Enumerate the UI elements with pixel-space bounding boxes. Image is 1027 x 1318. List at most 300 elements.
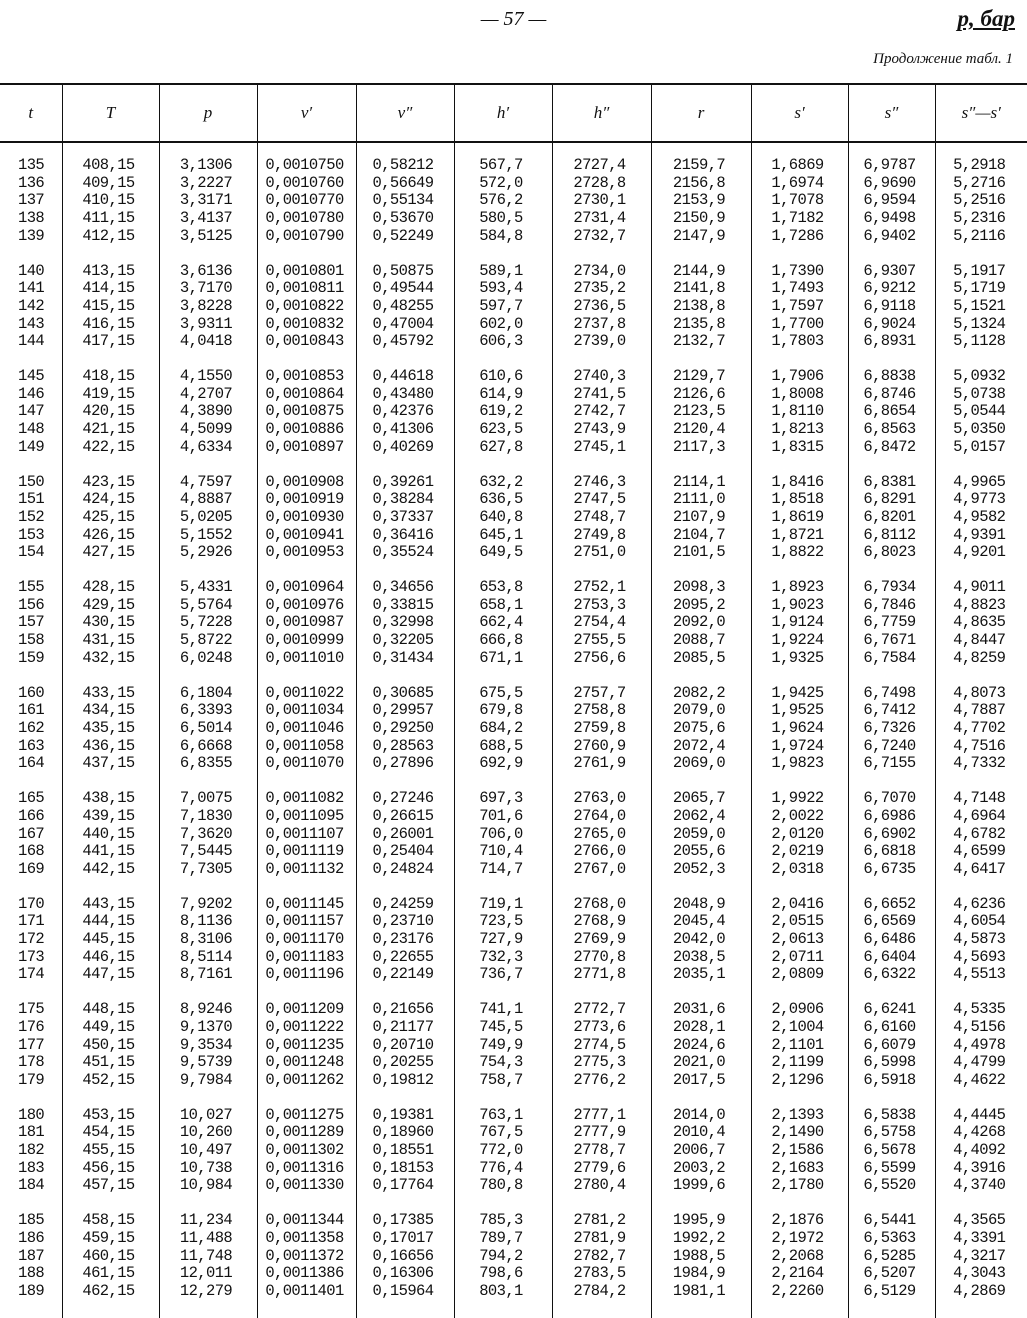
cell-value: 1,7803 xyxy=(771,332,824,351)
cell-value: 451,15 xyxy=(82,1053,135,1072)
cell-value: 2780,4 xyxy=(573,1176,626,1195)
cell-value: 409,15 xyxy=(82,173,135,192)
table-row-group xyxy=(0,1107,1027,1213)
table-cell xyxy=(257,368,356,474)
cell-value: 146 xyxy=(18,384,45,403)
cell-value: 436,15 xyxy=(82,736,135,755)
cell-value: 0,20255 xyxy=(372,1053,434,1072)
table-cell xyxy=(159,685,257,791)
cell-value: 723,5 xyxy=(479,912,523,931)
table-cell xyxy=(454,1001,552,1107)
table-cell xyxy=(62,368,159,474)
cell-value: 2,1296 xyxy=(771,1070,824,1089)
cell-value: 458,15 xyxy=(82,1211,135,1230)
table-header-row xyxy=(0,84,1027,142)
table-cell xyxy=(257,1107,356,1213)
cell-value: 567,7 xyxy=(479,156,523,174)
cell-value: 10,260 xyxy=(179,1123,233,1142)
table-spacer-row xyxy=(0,142,1027,157)
cell-value: 0,18551 xyxy=(372,1141,434,1160)
cell-value: 714,7 xyxy=(479,859,523,878)
table-cell xyxy=(454,263,552,369)
cell-value: 1,7078 xyxy=(771,191,824,210)
cell-value: 4,7887 xyxy=(953,701,1006,720)
table-cell xyxy=(848,474,935,580)
table-cell xyxy=(62,790,159,896)
column-header: h″ xyxy=(552,84,651,142)
cell-value: 0,0010843 xyxy=(265,332,344,351)
cell-value: 169 xyxy=(18,859,45,878)
cell-value: 4,6782 xyxy=(953,824,1006,843)
cell-value: 6,6902 xyxy=(863,824,916,843)
table-cell xyxy=(0,1107,62,1213)
cell-value: 1,9525 xyxy=(771,701,824,720)
table-cell xyxy=(0,263,62,369)
cell-value: 602,0 xyxy=(479,314,523,333)
cell-value: 1,8416 xyxy=(771,472,824,491)
cell-value: 6,8355 xyxy=(179,754,233,773)
cell-value: 2735,2 xyxy=(573,279,626,298)
cell-value: 166 xyxy=(18,806,45,825)
cell-value: 2769,9 xyxy=(573,930,626,949)
cell-value: 173 xyxy=(18,947,45,966)
cell-value: 2754,4 xyxy=(573,613,626,632)
cell-value: 2085,5 xyxy=(672,648,726,667)
cell-value: 10,497 xyxy=(179,1141,233,1160)
cell-value: 3,1306 xyxy=(179,156,233,174)
cell-value: 462,15 xyxy=(82,1281,135,1300)
table-cell xyxy=(159,790,257,896)
cell-value: 767,5 xyxy=(479,1123,523,1142)
table-cell xyxy=(159,263,257,369)
cell-value: 142 xyxy=(18,296,45,315)
cell-value: 0,47004 xyxy=(372,314,434,333)
cell-value: 4,7702 xyxy=(953,718,1006,737)
cell-value: 0,40269 xyxy=(372,437,434,456)
cell-value: 2042,0 xyxy=(672,930,726,949)
cell-value: 2028,1 xyxy=(672,1017,726,1036)
cell-value: 187 xyxy=(18,1246,45,1265)
cell-value: 679,8 xyxy=(479,701,523,720)
cell-value: 6,8112 xyxy=(863,525,916,544)
cell-value: 0,26615 xyxy=(372,806,434,825)
cell-value: 6,8654 xyxy=(863,402,916,421)
cell-value: 2783,5 xyxy=(573,1264,626,1283)
cell-value: 4,3217 xyxy=(953,1246,1006,1265)
cell-value: 6,6160 xyxy=(863,1017,916,1036)
cell-value: 692,9 xyxy=(479,754,523,773)
cell-value: 2773,6 xyxy=(573,1017,626,1036)
cell-value: 0,17764 xyxy=(372,1176,434,1195)
cell-value: 0,0010790 xyxy=(265,226,344,245)
cell-value: 576,2 xyxy=(479,191,523,210)
cell-value: 5,0738 xyxy=(953,384,1006,403)
cell-value: 2075,6 xyxy=(672,718,726,737)
cell-value: 5,0932 xyxy=(953,367,1006,386)
cell-value: 0,42376 xyxy=(372,402,434,421)
cell-value: 184 xyxy=(18,1176,45,1195)
cell-value: 179 xyxy=(18,1070,45,1089)
spacer-cell xyxy=(651,142,751,157)
cell-value: 158 xyxy=(18,631,45,650)
cell-value: 1,6869 xyxy=(771,156,824,174)
table-cell xyxy=(751,579,848,685)
cell-value: 2003,2 xyxy=(672,1158,726,1177)
table-cell xyxy=(751,157,848,263)
cell-value: 6,7412 xyxy=(863,701,916,720)
cell-value: 7,7305 xyxy=(179,859,233,878)
table-cell xyxy=(159,157,257,263)
cell-value: 5,0350 xyxy=(953,420,1006,439)
column-header: p xyxy=(159,84,257,142)
cell-value: 0,27896 xyxy=(372,754,434,773)
cell-value: 0,0011095 xyxy=(265,806,344,825)
cell-value: 2764,0 xyxy=(573,806,626,825)
cell-value: 4,4978 xyxy=(953,1035,1006,1054)
cell-value: 2751,0 xyxy=(573,543,626,562)
cell-value: 0,0010875 xyxy=(265,402,344,421)
column-header: h′ xyxy=(454,84,552,142)
cell-value: 0,18960 xyxy=(372,1123,434,1142)
cell-value: 6,9212 xyxy=(863,279,916,298)
cell-value: 1,9124 xyxy=(771,613,824,632)
cell-value: 0,19812 xyxy=(372,1070,434,1089)
cell-value: 5,2926 xyxy=(179,543,233,562)
cell-value: 5,2116 xyxy=(953,226,1006,245)
cell-value: 2123,5 xyxy=(672,402,726,421)
table-cell xyxy=(751,263,848,369)
cell-value: 2728,8 xyxy=(573,173,626,192)
cell-value: 449,15 xyxy=(82,1017,135,1036)
cell-value: 4,3890 xyxy=(179,402,233,421)
cell-value: 417,15 xyxy=(82,332,135,351)
cell-value: 0,0011070 xyxy=(265,754,344,773)
cell-value: 6,8931 xyxy=(863,332,916,351)
cell-value: 4,6417 xyxy=(953,859,1006,878)
table-cell xyxy=(356,896,454,1002)
cell-value: 2065,7 xyxy=(672,789,726,808)
cell-value: 427,15 xyxy=(82,543,135,562)
cell-value: 6,5285 xyxy=(863,1246,916,1265)
cell-value: 7,5445 xyxy=(179,842,233,861)
cell-value: 2129,7 xyxy=(672,367,726,386)
cell-value: 4,3391 xyxy=(953,1228,1006,1247)
table-cell xyxy=(935,1001,1027,1107)
cell-value: 2749,8 xyxy=(573,525,626,544)
cell-value: 181 xyxy=(18,1123,45,1142)
cell-value: 0,44618 xyxy=(372,367,434,386)
cell-value: 2763,0 xyxy=(573,789,626,808)
cell-value: 7,0075 xyxy=(179,789,233,808)
cell-value: 440,15 xyxy=(82,824,135,843)
cell-value: 0,0010760 xyxy=(265,173,344,192)
cell-value: 6,6668 xyxy=(179,736,233,755)
cell-value: 0,0011209 xyxy=(265,1000,344,1019)
cell-value: 1,8213 xyxy=(771,420,824,439)
cell-value: 4,9201 xyxy=(953,543,1006,562)
table-cell xyxy=(62,1212,159,1318)
cell-value: 632,2 xyxy=(479,472,523,491)
cell-value: 2,1004 xyxy=(771,1017,824,1036)
cell-value: 2755,5 xyxy=(573,631,626,650)
table-cell xyxy=(0,368,62,474)
cell-value: 2779,6 xyxy=(573,1158,626,1177)
cell-value: 0,0011010 xyxy=(265,648,344,667)
cell-value: 1995,9 xyxy=(672,1211,726,1230)
cell-value: 141 xyxy=(18,279,45,298)
cell-value: 2141,8 xyxy=(672,279,726,298)
cell-value: 453,15 xyxy=(82,1105,135,1124)
cell-value: 6,8472 xyxy=(863,437,916,456)
table-cell xyxy=(257,790,356,896)
table-cell xyxy=(62,474,159,580)
cell-value: 732,3 xyxy=(479,947,523,966)
spacer-cell xyxy=(356,142,454,157)
cell-value: 649,5 xyxy=(479,543,523,562)
table-cell xyxy=(935,579,1027,685)
table-cell xyxy=(651,263,751,369)
cell-value: 0,0010999 xyxy=(265,631,344,650)
cell-value: 789,7 xyxy=(479,1228,523,1247)
cell-value: 2045,4 xyxy=(672,912,726,931)
cell-value: 0,23710 xyxy=(372,912,434,931)
table-cell xyxy=(651,790,751,896)
cell-value: 0,0010770 xyxy=(265,191,344,210)
table-cell xyxy=(62,1001,159,1107)
cell-value: 2782,7 xyxy=(573,1246,626,1265)
cell-value: 1,9023 xyxy=(771,595,824,614)
cell-value: 0,0011058 xyxy=(265,736,344,755)
cell-value: 2,1683 xyxy=(771,1158,824,1177)
cell-value: 0,20710 xyxy=(372,1035,434,1054)
cell-value: 185 xyxy=(18,1211,45,1230)
table-cell xyxy=(0,474,62,580)
cell-value: 2768,9 xyxy=(573,912,626,931)
cell-value: 2031,6 xyxy=(672,1000,726,1019)
cell-value: 2745,1 xyxy=(573,437,626,456)
cell-value: 6,1804 xyxy=(179,683,233,702)
cell-value: 2079,0 xyxy=(672,701,726,720)
cell-value: 1,7390 xyxy=(771,261,824,280)
table-cell xyxy=(356,1001,454,1107)
cell-value: 6,7584 xyxy=(863,648,916,667)
cell-value: 439,15 xyxy=(82,806,135,825)
cell-value: 0,0011170 xyxy=(265,930,344,949)
cell-value: 6,7671 xyxy=(863,631,916,650)
cell-value: 419,15 xyxy=(82,384,135,403)
cell-value: 2,0613 xyxy=(771,930,824,949)
cell-value: 2038,5 xyxy=(672,947,726,966)
cell-value: 4,5513 xyxy=(953,965,1006,984)
cell-value: 0,58212 xyxy=(372,156,434,174)
table-cell xyxy=(454,896,552,1002)
cell-value: 0,21656 xyxy=(372,1000,434,1019)
cell-value: 4,1550 xyxy=(179,367,233,386)
cell-value: 4,9965 xyxy=(953,472,1006,491)
table-cell xyxy=(751,1212,848,1318)
cell-value: 4,6236 xyxy=(953,894,1006,913)
cell-value: 6,7155 xyxy=(863,754,916,773)
cell-value: 2095,2 xyxy=(672,595,726,614)
table-cell xyxy=(651,1107,751,1213)
cell-value: 6,6986 xyxy=(863,806,916,825)
cell-value: 0,0011235 xyxy=(265,1035,344,1054)
table-row-group xyxy=(0,896,1027,1002)
cell-value: 3,6136 xyxy=(179,261,233,280)
cell-value: 12,011 xyxy=(179,1264,233,1283)
cell-value: 1,7700 xyxy=(771,314,824,333)
cell-value: 0,0010801 xyxy=(265,261,344,280)
table-cell xyxy=(751,896,848,1002)
cell-value: 5,1324 xyxy=(953,314,1006,333)
cell-value: 0,24259 xyxy=(372,894,434,913)
cell-value: 0,0011275 xyxy=(265,1105,344,1124)
cell-value: 189 xyxy=(18,1281,45,1300)
cell-value: 4,3043 xyxy=(953,1264,1006,1283)
cell-value: 0,32998 xyxy=(372,613,434,632)
cell-value: 6,5014 xyxy=(179,718,233,737)
spacer-cell xyxy=(0,142,62,157)
cell-value: 4,8447 xyxy=(953,631,1006,650)
cell-value: 460,15 xyxy=(82,1246,135,1265)
cell-value: 144 xyxy=(18,332,45,351)
cell-value: 2,0318 xyxy=(771,859,824,878)
table-cell xyxy=(552,263,651,369)
cell-value: 1,9325 xyxy=(771,648,824,667)
cell-value: 719,1 xyxy=(479,894,523,913)
table-cell xyxy=(257,157,356,263)
cell-value: 0,24824 xyxy=(372,859,434,878)
cell-value: 0,0011132 xyxy=(265,859,344,878)
cell-value: 749,9 xyxy=(479,1035,523,1054)
cell-value: 0,0011386 xyxy=(265,1264,344,1283)
cell-value: 455,15 xyxy=(82,1141,135,1160)
cell-value: 0,16656 xyxy=(372,1246,434,1265)
cell-value: 0,39261 xyxy=(372,472,434,491)
table-cell xyxy=(62,685,159,791)
cell-value: 2740,3 xyxy=(573,367,626,386)
table-cell xyxy=(651,368,751,474)
cell-value: 153 xyxy=(18,525,45,544)
cell-value: 408,15 xyxy=(82,156,135,174)
cell-value: 428,15 xyxy=(82,578,135,597)
cell-value: 6,6652 xyxy=(863,894,916,913)
table-cell xyxy=(356,474,454,580)
cell-value: 675,5 xyxy=(479,683,523,702)
cell-value: 135 xyxy=(18,156,45,174)
cell-value: 188 xyxy=(18,1264,45,1283)
cell-value: 0,55134 xyxy=(372,191,434,210)
cell-value: 2,0219 xyxy=(771,842,824,861)
cell-value: 441,15 xyxy=(82,842,135,861)
cell-value: 2,1876 xyxy=(771,1211,824,1230)
cell-value: 177 xyxy=(18,1035,45,1054)
cell-value: 1984,9 xyxy=(672,1264,726,1283)
cell-value: 10,027 xyxy=(179,1105,233,1124)
cell-value: 2062,4 xyxy=(672,806,726,825)
cell-value: 176 xyxy=(18,1017,45,1036)
cell-value: 2777,9 xyxy=(573,1123,626,1142)
table-cell xyxy=(0,157,62,263)
cell-value: 461,15 xyxy=(82,1264,135,1283)
cell-value: 772,0 xyxy=(479,1141,523,1160)
cell-value: 5,4331 xyxy=(179,578,233,597)
table-row-group xyxy=(0,157,1027,263)
cell-value: 165 xyxy=(18,789,45,808)
table-row-group xyxy=(0,1001,1027,1107)
table-body xyxy=(0,142,1027,1318)
table-cell xyxy=(159,1107,257,1213)
cell-value: 11,748 xyxy=(179,1246,233,1265)
cell-value: 6,9307 xyxy=(863,261,916,280)
cell-value: 6,9690 xyxy=(863,173,916,192)
cell-value: 159 xyxy=(18,648,45,667)
cell-value: 6,8291 xyxy=(863,490,916,509)
cell-value: 4,9011 xyxy=(953,578,1006,597)
cell-value: 452,15 xyxy=(82,1070,135,1089)
cell-value: 411,15 xyxy=(82,209,135,228)
cell-value: 697,3 xyxy=(479,789,523,808)
section-label: p, бар xyxy=(957,6,1015,31)
table-cell xyxy=(454,474,552,580)
cell-value: 3,8228 xyxy=(179,296,233,315)
cell-value: 4,9391 xyxy=(953,525,1006,544)
cell-value: 2774,5 xyxy=(573,1035,626,1054)
cell-value: 4,8887 xyxy=(179,490,233,509)
cell-value: 2156,8 xyxy=(672,173,726,192)
cell-value: 776,4 xyxy=(479,1158,523,1177)
cell-value: 0,29250 xyxy=(372,718,434,737)
table-cell xyxy=(751,1107,848,1213)
cell-value: 2135,8 xyxy=(672,314,726,333)
cell-value: 0,18153 xyxy=(372,1158,434,1177)
cell-value: 2,0022 xyxy=(771,806,824,825)
cell-value: 0,19381 xyxy=(372,1105,434,1124)
cell-value: 6,6322 xyxy=(863,965,916,984)
cell-value: 442,15 xyxy=(82,859,135,878)
table-continuation-caption: Продолжение табл. 1 xyxy=(873,51,1013,67)
cell-value: 0,52249 xyxy=(372,226,434,245)
cell-value: 0,17385 xyxy=(372,1211,434,1230)
cell-value: 0,50875 xyxy=(372,261,434,280)
cell-value: 6,5918 xyxy=(863,1070,916,1089)
cell-value: 803,1 xyxy=(479,1281,523,1300)
cell-value: 156 xyxy=(18,595,45,614)
cell-value: 1,8721 xyxy=(771,525,824,544)
cell-value: 2748,7 xyxy=(573,507,626,526)
table-cell xyxy=(751,685,848,791)
cell-value: 2771,8 xyxy=(573,965,626,984)
cell-value: 2753,3 xyxy=(573,595,626,614)
cell-value: 410,15 xyxy=(82,191,135,210)
cell-value: 0,25404 xyxy=(372,842,434,861)
cell-value: 2150,9 xyxy=(672,209,726,228)
cell-value: 1,7906 xyxy=(771,367,824,386)
cell-value: 763,1 xyxy=(479,1105,523,1124)
table-cell xyxy=(552,1107,651,1213)
cell-value: 0,34656 xyxy=(372,578,434,597)
cell-value: 3,5125 xyxy=(179,226,233,245)
cell-value: 415,15 xyxy=(82,296,135,315)
cell-value: 2,0515 xyxy=(771,912,824,931)
table-cell xyxy=(651,685,751,791)
cell-value: 6,9402 xyxy=(863,226,916,245)
cell-value: 2727,4 xyxy=(573,156,626,174)
column-header: v′ xyxy=(257,84,356,142)
cell-value: 6,8746 xyxy=(863,384,916,403)
table-cell xyxy=(159,474,257,580)
cell-value: 4,6964 xyxy=(953,806,1006,825)
